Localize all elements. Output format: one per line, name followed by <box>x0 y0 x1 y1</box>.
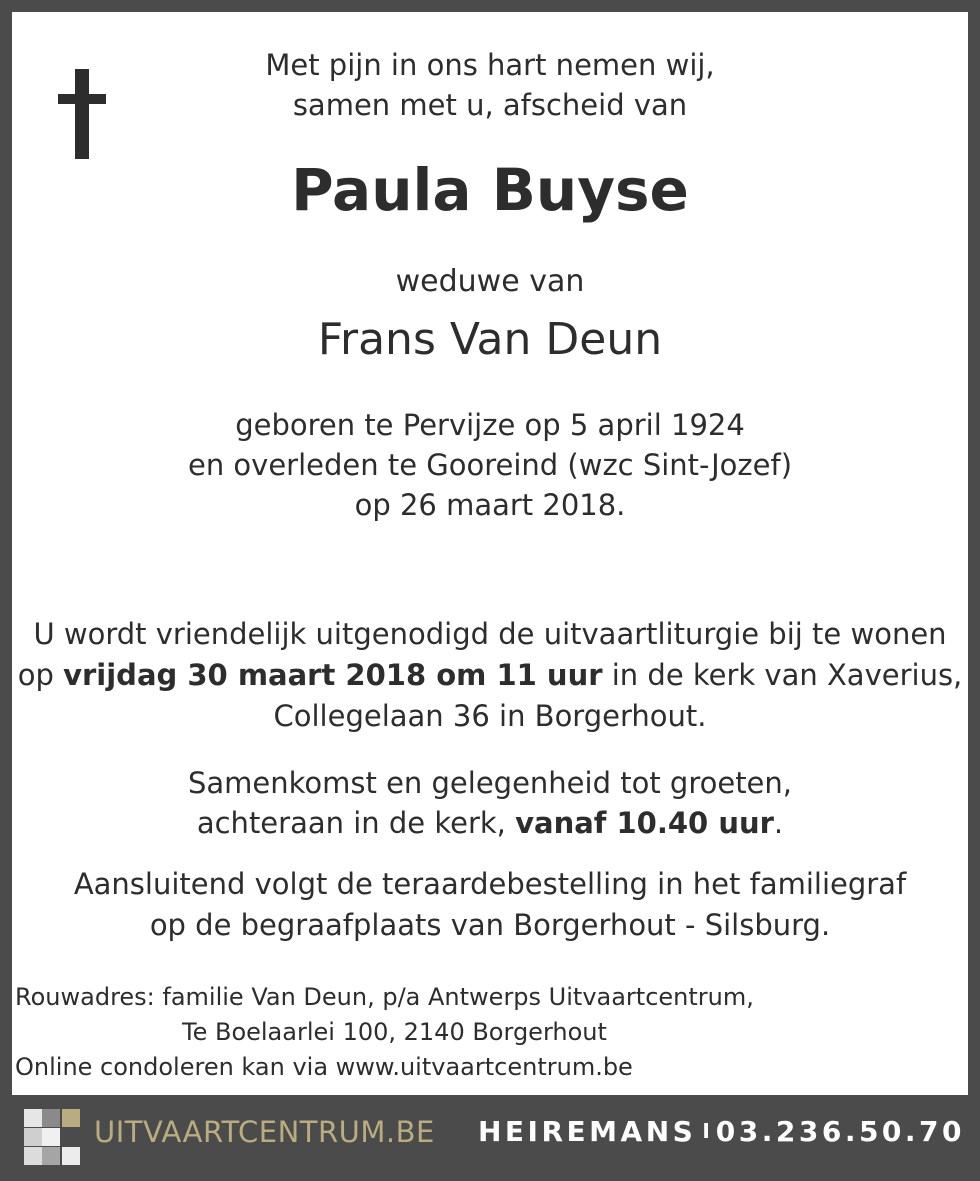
invitation-post: in de kerk van Xaverius, <box>602 658 963 692</box>
address-line-2: Te Boelaarlei 100, 2140 Borgerhout <box>182 1018 607 1046</box>
invitation-line-1: U wordt vriendelijk uitgenodigd de uitvaartliturgie bij te wonen <box>33 617 947 651</box>
gathering-time: vanaf 10.40 uur <box>515 806 774 840</box>
birth-line: geboren te Pervijze op 5 april 1924 <box>235 408 745 442</box>
death-date-line: op 26 maart 2018. <box>354 488 626 522</box>
burial-info <box>12 864 968 946</box>
funeral-datetime: vrijdag 30 maart 2018 om 11 uur <box>63 658 603 692</box>
footer-bar <box>12 1097 968 1169</box>
intro-text <box>12 45 968 125</box>
spouse-name: Frans Van Deun <box>317 314 663 365</box>
contact-info <box>478 1115 965 1151</box>
intro-line-2: samen met u, afscheid van <box>292 88 688 122</box>
gathering-pre: achteraan in de kerk, <box>196 806 516 840</box>
brand-name: UITVAARTCENTRUM.BE <box>94 1115 435 1149</box>
gathering-info <box>12 763 968 843</box>
invitation-line-2 <box>12 655 968 696</box>
invitation-line-3: Collegelaan 36 in Borgerhout. <box>273 699 707 733</box>
birth-death-info <box>12 405 968 525</box>
gathering-line-2 <box>12 803 968 843</box>
gathering-post: . <box>773 806 784 840</box>
obituary-card <box>12 12 968 1095</box>
mourning-address <box>15 980 754 1085</box>
deceased-name: Paula Buyse <box>291 156 689 224</box>
death-place-line: en overleden te Gooreind (wzc Sint-Jozef) <box>187 448 793 482</box>
phone-number: 03.236.50.70 <box>715 1115 966 1148</box>
condolence-line: Online condoleren kan via www.uitvaartcentrum.be <box>15 1053 633 1081</box>
uitvaartcentrum-logo-icon <box>24 1109 80 1165</box>
intro-line-1: Met pijn in ons hart nemen wij, <box>265 48 715 82</box>
relation-label: weduwe van <box>395 264 585 299</box>
burial-line-2: op de begraafplaats van Borgerhout - Silsburg. <box>149 908 831 942</box>
address-line-1: Rouwadres: familie Van Deun, p/a Antwerps Uitvaartcentrum, <box>15 983 754 1011</box>
separator: I <box>702 1119 710 1143</box>
burial-line-1: Aansluitend volgt de teraardebestelling in het familiegraf <box>73 867 907 901</box>
invitation-pre: op <box>17 658 64 692</box>
company-name: HEIREMANS <box>478 1115 697 1148</box>
funeral-invitation <box>12 614 968 737</box>
gathering-line-1: Samenkomst en gelegenheid tot groeten, <box>187 766 792 800</box>
